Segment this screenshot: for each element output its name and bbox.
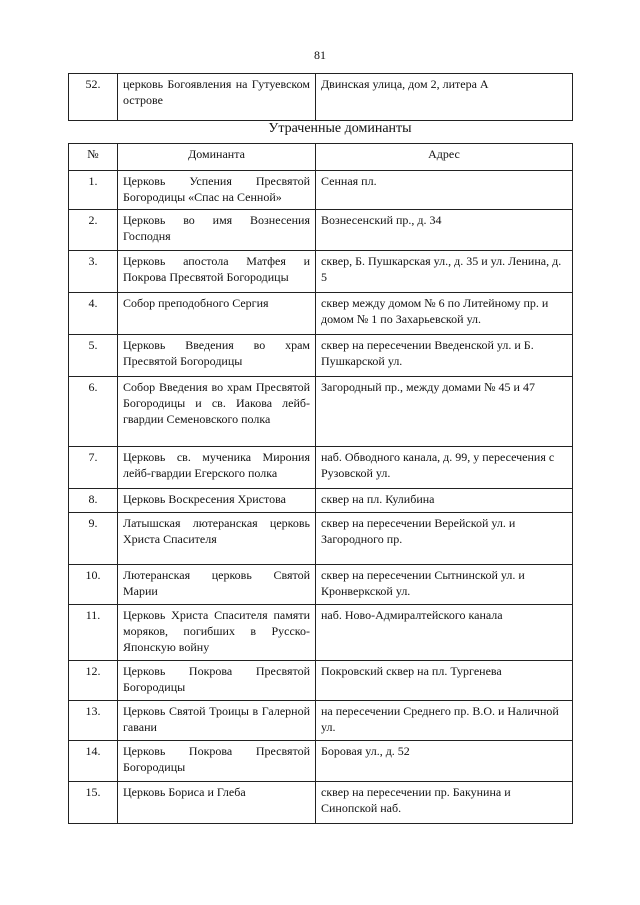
table-row xyxy=(69,565,573,605)
row-number: 7. xyxy=(69,447,118,489)
dominant-address: сквер на пересечении Сытнинской ул. и Кронверкской ул. xyxy=(316,565,573,605)
table-row xyxy=(69,251,573,293)
row-number: 11. xyxy=(69,605,118,661)
table-row xyxy=(69,335,573,377)
header-number: № xyxy=(69,144,118,171)
dominant-address: наб. Обводного канала, д. 99, у пересечения с Рузовской ул. xyxy=(316,447,573,489)
table-row xyxy=(69,447,573,489)
row-number: 52. xyxy=(69,74,118,121)
row-number: 5. xyxy=(69,335,118,377)
table-row xyxy=(69,605,573,661)
dominant-address: сквер на пересечении Верейской ул. и Загородного пр. xyxy=(316,513,573,565)
dominant-address: сквер между домом № 6 по Литейному пр. и домом № 1 по Захарьевской ул. xyxy=(316,293,573,335)
row-number: 14. xyxy=(69,741,118,782)
dominant-name: Церковь Воскресения Христова xyxy=(118,489,316,513)
dominant-name: Церковь Христа Спасителя памяти моряков, погибших в Русско-Японскую войну xyxy=(118,605,316,661)
page-number: 81 xyxy=(314,48,326,62)
dominant-address: сквер, Б. Пушкарская ул., д. 35 и ул. Ленина, д. 5 xyxy=(316,251,573,293)
dominant-address: Двинская улица, дом 2, литера А xyxy=(316,74,573,121)
dominant-name: Собор преподобного Сергия xyxy=(118,293,316,335)
table-row xyxy=(69,513,573,565)
lost-dominants-table xyxy=(68,143,573,824)
table-row xyxy=(69,377,573,447)
dominant-address: сквер на пересечении пр. Бакунина и Синопской наб. xyxy=(316,782,573,824)
row-number: 3. xyxy=(69,251,118,293)
row-number: 12. xyxy=(69,661,118,701)
dominant-address: сквер на пересечении Введенской ул. и Б. Пушкарской ул. xyxy=(316,335,573,377)
continued-dominants-table xyxy=(68,73,573,121)
dominant-name: Церковь апостола Матфея и Покрова Пресвятой Богородицы xyxy=(118,251,316,293)
dominant-name: Церковь Введения во храм Пресвятой Богородицы xyxy=(118,335,316,377)
dominant-name: Церковь Бориса и Глеба xyxy=(118,782,316,824)
table-row xyxy=(69,701,573,741)
dominant-name: Церковь во имя Вознесения Господня xyxy=(118,210,316,251)
dominant-address: на пересечении Среднего пр. В.О. и Наличной ул. xyxy=(316,701,573,741)
dominant-name: Лютеранская церковь Святой Марии xyxy=(118,565,316,605)
row-number: 13. xyxy=(69,701,118,741)
table-row xyxy=(69,171,573,210)
dominant-name: церковь Богоявления на Гутуевском острове xyxy=(118,74,316,121)
header-dominant: Доминанта xyxy=(118,144,316,171)
dominant-name: Церковь св. мученика Мирония лейб-гвардии Егерского полка xyxy=(118,447,316,489)
table-row xyxy=(69,74,573,121)
table-row xyxy=(69,741,573,782)
dominant-name: Церковь Успения Пресвятой Богородицы «Спас на Сенной» xyxy=(118,171,316,210)
row-number: 8. xyxy=(69,489,118,513)
row-number: 15. xyxy=(69,782,118,824)
dominant-name: Церковь Покрова Пресвятой Богородицы xyxy=(118,741,316,782)
dominant-address: наб. Ново-Адмиралтейского канала xyxy=(316,605,573,661)
dominant-address: Покровский сквер на пл. Тургенева xyxy=(316,661,573,701)
dominant-name: Церковь Святой Троицы в Галерной гавани xyxy=(118,701,316,741)
dominant-name: Латышская лютеранская церковь Христа Спасителя xyxy=(118,513,316,565)
row-number: 2. xyxy=(69,210,118,251)
table-row xyxy=(69,210,573,251)
section-title: Утраченные доминанты xyxy=(268,121,412,136)
dominant-address: Вознесенский пр., д. 34 xyxy=(316,210,573,251)
dominant-address: Сенная пл. xyxy=(316,171,573,210)
dominant-address: Боровая ул., д. 52 xyxy=(316,741,573,782)
table-row xyxy=(69,293,573,335)
row-number: 4. xyxy=(69,293,118,335)
table-row xyxy=(69,661,573,701)
dominant-address: Загородный пр., между домами № 45 и 47 xyxy=(316,377,573,447)
table-row xyxy=(69,782,573,824)
header-address: Адрес xyxy=(316,144,573,171)
dominant-name: Церковь Покрова Пресвятой Богородицы xyxy=(118,661,316,701)
row-number: 1. xyxy=(69,171,118,210)
row-number: 9. xyxy=(69,513,118,565)
dominant-address: сквер на пл. Кулибина xyxy=(316,489,573,513)
table-row xyxy=(69,489,573,513)
dominant-name: Собор Введения во храм Пресвятой Богородицы и св. Иакова лейб-гвардии Семеновского полка xyxy=(118,377,316,447)
row-number: 10. xyxy=(69,565,118,605)
row-number: 6. xyxy=(69,377,118,447)
table-header-row xyxy=(69,144,573,171)
